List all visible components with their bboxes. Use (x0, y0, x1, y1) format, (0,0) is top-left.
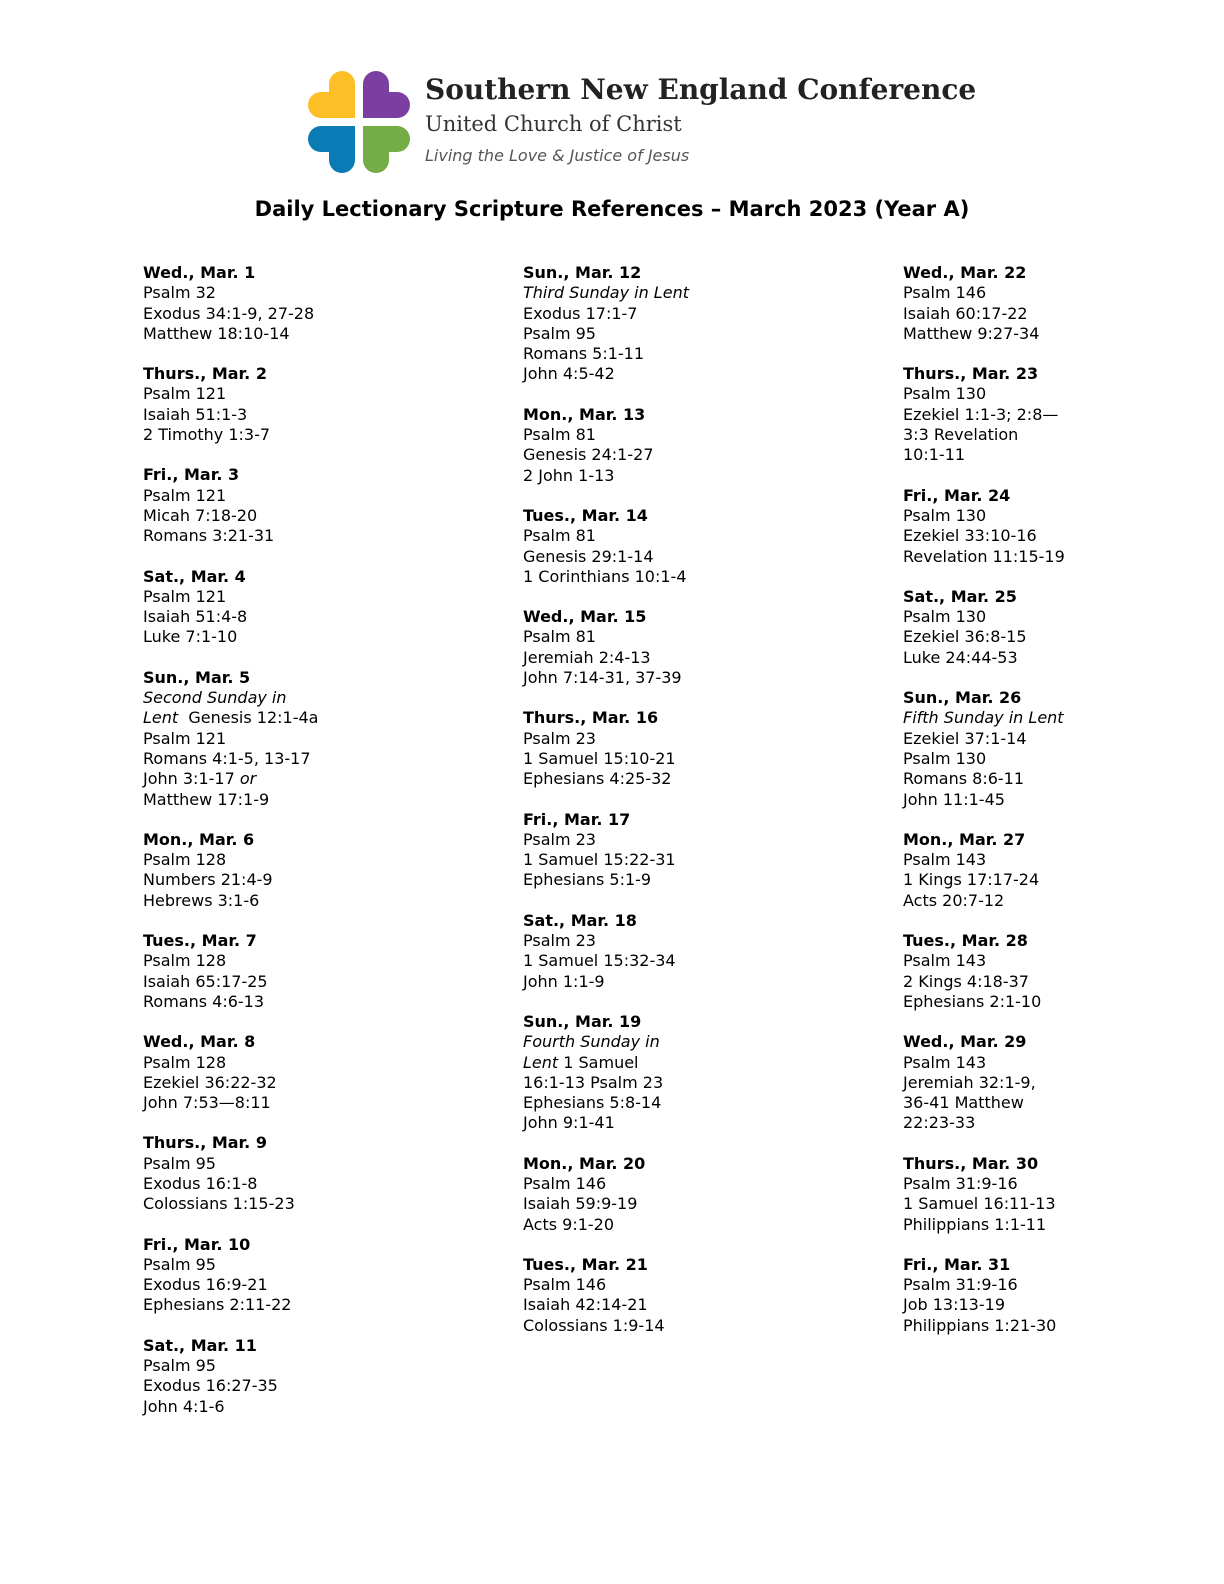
scripture-reference: Exodus 16:27-35 (143, 1376, 278, 1396)
logo-heart-purple (363, 71, 410, 118)
conference-logo (307, 70, 977, 175)
lectionary-entry (143, 364, 483, 445)
scripture-reference: Exodus 34:1-9, 27-28 (143, 303, 315, 323)
scripture-reference: Romans 8:6-11 (903, 769, 1025, 789)
scripture-reference: Romans 3:21-31 (143, 526, 275, 546)
entry-date: Thurs., Mar. 16 (523, 708, 659, 728)
lectionary-entry (903, 830, 1203, 911)
entry-date: Sun., Mar. 5 (143, 667, 251, 687)
scripture-reference: Matthew 18:10-14 (143, 323, 290, 343)
scripture-reference: 10:1-11 (903, 445, 966, 465)
lectionary-entry (903, 931, 1203, 1012)
entry-date: Thurs., Mar. 23 (903, 364, 1039, 384)
entry-date: Tues., Mar. 28 (903, 931, 1028, 951)
org-name: Southern New England Conference (425, 73, 977, 106)
scripture-reference: Luke 7:1-10 (143, 627, 238, 647)
entry-date: Thurs., Mar. 9 (143, 1133, 267, 1153)
scripture-reference: Micah 7:18-20 (143, 505, 258, 525)
entry-date: Fri., Mar. 17 (523, 809, 631, 829)
scripture-reference: Psalm 95 (143, 1356, 216, 1376)
liturgical-occasion-cont: Lent (523, 1052, 559, 1072)
lectionary-entry (143, 263, 483, 344)
entry-date: Sat., Mar. 18 (523, 910, 637, 930)
logo-heart-yellow (308, 71, 355, 118)
scripture-reference: Psalm 143 (903, 1052, 987, 1072)
scripture-reference: Psalm 128 (143, 951, 227, 971)
entry-date: Tues., Mar. 21 (523, 1254, 648, 1274)
scripture-reference: 22:23-33 (903, 1113, 976, 1133)
entry-date: Mon., Mar. 20 (523, 1153, 646, 1173)
scripture-reference: John 4:5-42 (523, 364, 615, 384)
lectionary-entry (903, 1255, 1203, 1336)
scripture-reference: Psalm 130 (903, 748, 987, 768)
lectionary-entry (523, 708, 863, 789)
scripture-reference: Psalm 128 (143, 850, 227, 870)
lectionary-entry (143, 1336, 483, 1417)
heart-cross-logo-icon (307, 70, 411, 174)
lectionary-entry (143, 1133, 483, 1214)
scripture-reference: 36-41 Matthew (903, 1093, 1024, 1113)
scripture-reference: Psalm 121 (143, 485, 227, 505)
scripture-reference: Psalm 95 (143, 1254, 216, 1274)
scripture-reference: Jeremiah 2:4-13 (523, 647, 651, 667)
liturgical-occasion-cont: Lent (143, 708, 179, 728)
scripture-reference: Romans 5:1-11 (523, 344, 645, 364)
scripture-reference: Psalm 121 (143, 728, 227, 748)
lectionary-entry (523, 911, 863, 992)
scripture-reference: Ezekiel 36:8-15 (903, 627, 1027, 647)
lectionary-entry (143, 465, 483, 546)
lectionary-entry (143, 1235, 483, 1316)
scripture-reference: Psalm 143 (903, 850, 987, 870)
scripture-reference: Matthew 9:27-34 (903, 323, 1040, 343)
scripture-reference: 1 Samuel 15:32-34 (523, 951, 676, 971)
entry-date: Sun., Mar. 19 (523, 1011, 642, 1031)
lectionary-entry (143, 668, 483, 810)
scripture-reference: Psalm 130 (903, 505, 987, 525)
scripture-reference: Psalm 81 (523, 526, 596, 546)
scripture-reference: Ephesians 2:11-22 (143, 1295, 292, 1315)
lectionary-entry (523, 810, 863, 891)
scripture-reference: Psalm 32 (143, 283, 216, 303)
lectionary-entry (523, 1012, 863, 1134)
scripture-reference: Colossians 1:15-23 (143, 1194, 295, 1214)
scripture-reference: Isaiah 65:17-25 (143, 971, 268, 991)
liturgical-occasion: Fifth Sunday in Lent (903, 708, 1064, 728)
scripture-reference: John 7:14-31, 37-39 (523, 668, 682, 688)
lectionary-entry (523, 1154, 863, 1235)
lectionary-entry (143, 567, 483, 648)
liturgical-occasion: Fourth Sunday in (523, 1032, 660, 1052)
entry-date: Fri., Mar. 3 (143, 465, 240, 485)
entry-date: Wed., Mar. 29 (903, 1032, 1027, 1052)
scripture-reference: Exodus 16:1-8 (143, 1173, 258, 1193)
scripture-reference: John 3:1-17 (143, 769, 235, 789)
scripture-reference: Genesis 29:1-14 (523, 546, 654, 566)
scripture-reference: Ezekiel 36:22-32 (143, 1072, 277, 1092)
scripture-reference: Psalm 130 (903, 384, 987, 404)
scripture-reference: Colossians 1:9-14 (523, 1315, 665, 1335)
scripture-reference: Romans 4:1-5, 13-17 (143, 748, 311, 768)
lectionary-column-1 (143, 263, 483, 1437)
lectionary-entry (143, 1032, 483, 1113)
entry-date: Wed., Mar. 8 (143, 1032, 256, 1052)
scripture-reference: Psalm 130 (903, 607, 987, 627)
scripture-reference: Ezekiel 33:10-16 (903, 526, 1037, 546)
scripture-reference: Ephesians 5:1-9 (523, 870, 652, 890)
scripture-reference: John 9:1-41 (523, 1113, 615, 1133)
scripture-reference: Acts 9:1-20 (523, 1214, 615, 1234)
scripture-reference: Isaiah 42:14-21 (523, 1295, 648, 1315)
scripture-reference: 1 Samuel (558, 1052, 639, 1072)
scripture-reference: 1 Samuel 15:10-21 (523, 748, 676, 768)
lectionary-entry (523, 607, 863, 688)
scripture-reference: 16:1-13 Psalm 23 (523, 1072, 664, 1092)
scripture-reference: Psalm 95 (523, 323, 596, 343)
scripture-reference: Isaiah 51:4-8 (143, 607, 248, 627)
scripture-reference: Exodus 16:9-21 (143, 1275, 268, 1295)
lectionary-entry (903, 486, 1203, 567)
scripture-reference: Psalm 81 (523, 627, 596, 647)
scripture-reference: Ezekiel 1:1-3; 2:8— (903, 404, 1059, 424)
scripture-reference: 2 Kings 4:18-37 (903, 971, 1029, 991)
scripture-reference: Revelation 11:15-19 (903, 546, 1065, 566)
scripture-reference: Ephesians 4:25-32 (523, 769, 672, 789)
liturgical-occasion: Third Sunday in Lent (523, 283, 689, 303)
entry-date: Wed., Mar. 15 (523, 607, 647, 627)
entry-date: Thurs., Mar. 2 (143, 364, 267, 384)
lectionary-entry (523, 405, 863, 486)
alternate-or-word: or (239, 769, 257, 789)
lectionary-entry (903, 1032, 1203, 1133)
scripture-reference: Psalm 31:9-16 (903, 1173, 1018, 1193)
scripture-reference: 2 John 1-13 (523, 465, 615, 485)
entry-date: Thurs., Mar. 30 (903, 1153, 1039, 1173)
scripture-reference: Romans 4:6-13 (143, 991, 265, 1011)
org-tagline: Living the Love & Justice of Jesus (425, 146, 690, 165)
scripture-reference: Philippians 1:21-30 (903, 1315, 1057, 1335)
scripture-reference: 1 Corinthians 10:1-4 (523, 566, 687, 586)
scripture-reference: Isaiah 60:17-22 (903, 303, 1028, 323)
scripture-reference: Psalm 81 (523, 425, 596, 445)
scripture-reference: Isaiah 51:1-3 (143, 404, 248, 424)
logo-heart-green (363, 126, 410, 173)
logo-text-block (425, 72, 976, 172)
entry-date: Mon., Mar. 13 (523, 404, 646, 424)
liturgical-occasion: Second Sunday in (143, 688, 287, 708)
scripture-reference: Psalm 23 (523, 829, 596, 849)
lectionary-entry (903, 688, 1203, 810)
entry-date: Fri., Mar. 24 (903, 485, 1011, 505)
document-title: Daily Lectionary Scripture References – March 2023 (Year A) (254, 197, 970, 221)
alternate-reading-line (143, 769, 483, 789)
lectionary-entry (523, 263, 863, 385)
scripture-reference: Isaiah 59:9-19 (523, 1194, 638, 1214)
lectionary-column-2 (523, 263, 863, 1356)
entry-date: Sat., Mar. 11 (143, 1335, 257, 1355)
occasion-line (143, 708, 483, 728)
scripture-reference: Psalm 121 (143, 586, 227, 606)
scripture-reference: Ephesians 5:8-14 (523, 1093, 662, 1113)
lectionary-entry (523, 1255, 863, 1336)
scripture-reference: 1 Samuel 16:11-13 (903, 1194, 1056, 1214)
entry-date: Sat., Mar. 4 (143, 566, 246, 586)
entry-date: Mon., Mar. 27 (903, 829, 1026, 849)
scripture-reference: Genesis 24:1-27 (523, 445, 654, 465)
scripture-reference: Numbers 21:4-9 (143, 870, 273, 890)
scripture-reference: Psalm 31:9-16 (903, 1275, 1018, 1295)
scripture-reference: Psalm 23 (523, 931, 596, 951)
scripture-reference: Psalm 23 (523, 728, 596, 748)
scripture-reference: Hebrews 3:1-6 (143, 890, 260, 910)
entry-date: Tues., Mar. 14 (523, 505, 648, 525)
scripture-reference: Psalm 121 (143, 384, 227, 404)
lectionary-entry (523, 506, 863, 587)
lectionary-entry (903, 1154, 1203, 1235)
scripture-reference: Genesis 12:1-4a (178, 708, 319, 728)
scripture-reference: John 4:1-6 (143, 1396, 225, 1416)
scripture-reference: Exodus 17:1-7 (523, 303, 638, 323)
entry-date: Wed., Mar. 1 (143, 263, 256, 282)
entry-date: Sat., Mar. 25 (903, 586, 1017, 606)
entry-date: Fri., Mar. 10 (143, 1234, 251, 1254)
scripture-reference: Psalm 146 (523, 1275, 607, 1295)
lectionary-column-3 (903, 263, 1203, 1356)
logo-heart-blue (308, 126, 355, 173)
scripture-reference: Acts 20:7-12 (903, 890, 1005, 910)
lectionary-entry (143, 931, 483, 1012)
lectionary-entry (903, 263, 1203, 344)
scripture-reference: 1 Kings 17:17-24 (903, 870, 1040, 890)
lectionary-entry (143, 830, 483, 911)
scripture-reference: Ephesians 2:1-10 (903, 991, 1042, 1011)
scripture-reference: Psalm 128 (143, 1052, 227, 1072)
lectionary-entry (903, 587, 1203, 668)
entry-date: Wed., Mar. 22 (903, 263, 1027, 282)
scripture-reference: Psalm 95 (143, 1153, 216, 1173)
scripture-reference: 3:3 Revelation (903, 425, 1019, 445)
scripture-reference: Luke 24:44-53 (903, 647, 1018, 667)
occasion-line (523, 1053, 863, 1073)
scripture-reference: Psalm 146 (523, 1173, 607, 1193)
scripture-reference: 2 Timothy 1:3-7 (143, 425, 271, 445)
scripture-reference: Ezekiel 37:1-14 (903, 728, 1027, 748)
lectionary-entry (903, 364, 1203, 465)
scripture-reference: John 11:1-45 (903, 789, 1005, 809)
entry-date: Fri., Mar. 31 (903, 1254, 1011, 1274)
scripture-reference: John 1:1-9 (523, 971, 605, 991)
scripture-reference: Jeremiah 32:1-9, (903, 1072, 1036, 1092)
scripture-reference: 1 Samuel 15:22-31 (523, 850, 676, 870)
scripture-reference: John 7:53—8:11 (143, 1093, 271, 1113)
entry-date: Sun., Mar. 12 (523, 263, 642, 282)
scripture-reference: Philippians 1:1-11 (903, 1214, 1047, 1234)
entry-date: Mon., Mar. 6 (143, 829, 255, 849)
scripture-reference: Job 13:13-19 (903, 1295, 1005, 1315)
org-subtitle: United Church of Christ (425, 112, 682, 136)
entry-date: Sun., Mar. 26 (903, 688, 1022, 708)
scripture-reference: Psalm 143 (903, 951, 987, 971)
entry-date: Tues., Mar. 7 (143, 931, 257, 951)
scripture-reference: Matthew 17:1-9 (143, 789, 270, 809)
scripture-reference: Psalm 146 (903, 283, 987, 303)
